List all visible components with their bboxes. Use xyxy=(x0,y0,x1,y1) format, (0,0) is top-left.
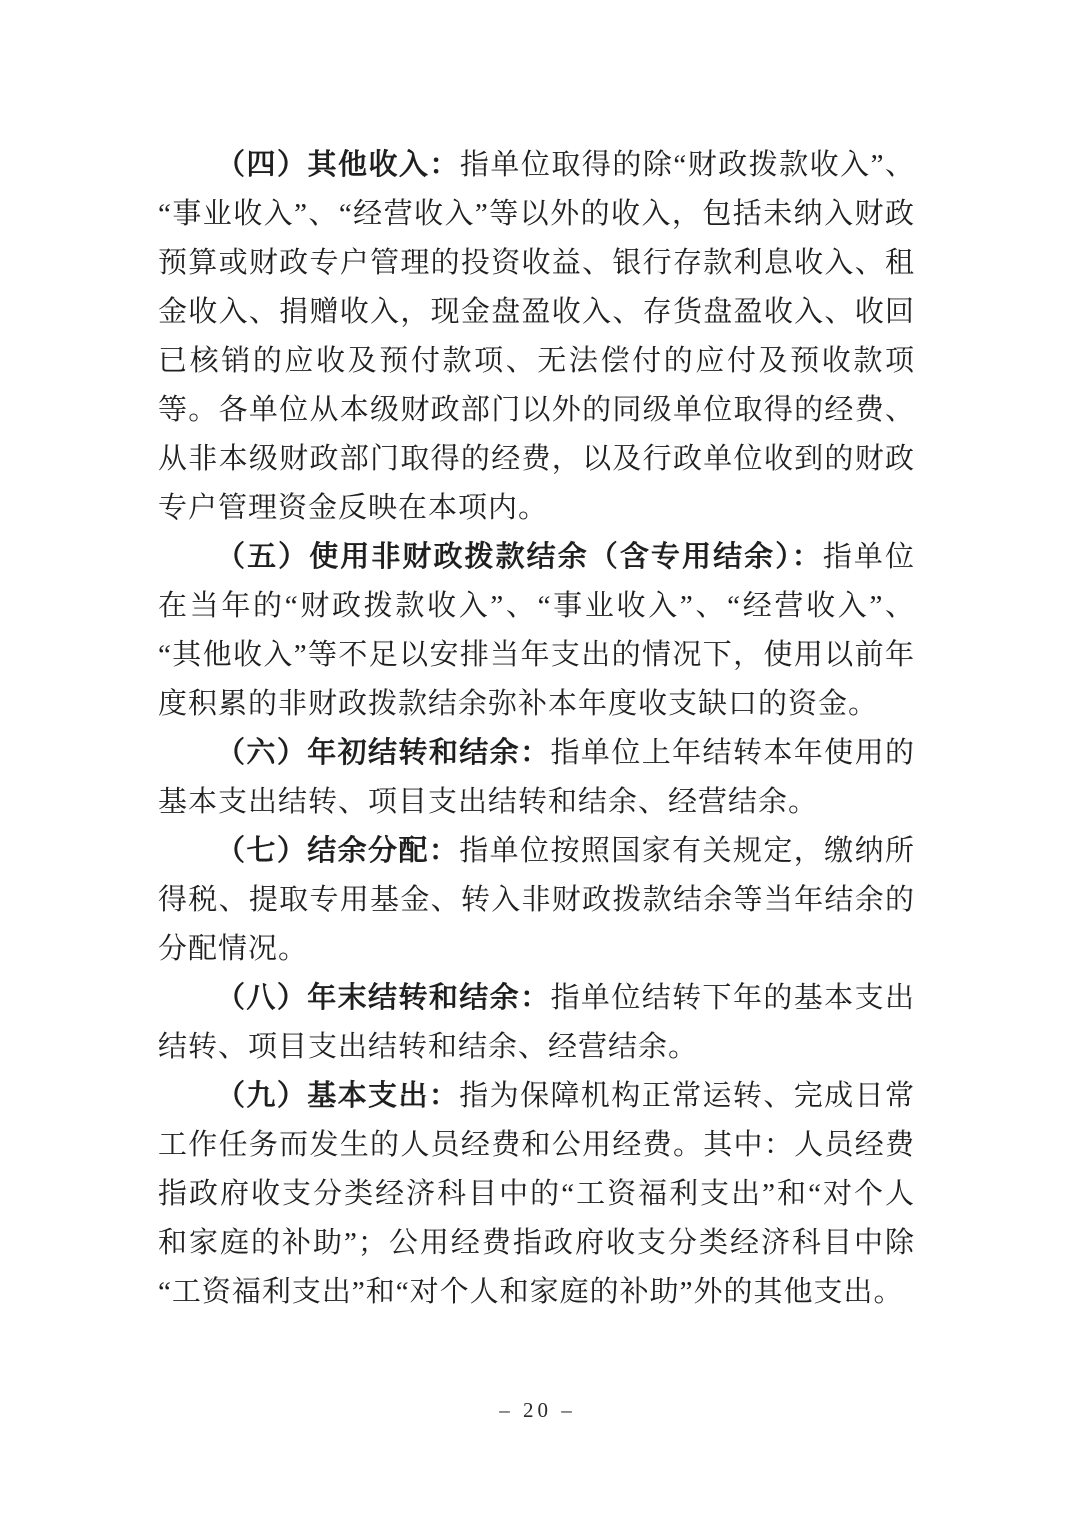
paragraph-surplus-distribution-heading: （七）结余分配： xyxy=(216,835,460,867)
page-number: – 20 – xyxy=(499,1398,576,1422)
paragraph-use-of-nonfiscal-carryover-heading: （五）使用非财政拨款结余（含专用结余）： xyxy=(216,541,823,573)
paragraph-other-income-text: 指单位取得的除“财政拨款收入”、“事业收入”、“经营收入”等以外的收入，包括未纳入财政预算或财政专户管理的投资收益、银行存款利息收入、租金收入、捐赠收入，现金盘盈收入、存货盘盈收入、收回已核销的应收及预付款项、无法偿付的应付及预收款项等。各单位从本级财政部门以外的同级单位取得的经费、从非本级财政部门取得的经费，以及行政单位收到的财政专户管理资金反映在本项内。 xyxy=(158,149,915,524)
paragraph-beginning-year-carryover-text: 指单位上年结转本年使用的基本支出结转、项目支出结转和结余、经营结余。 xyxy=(158,737,915,818)
document-body xyxy=(158,141,915,1317)
paragraph-beginning-year-carryover-heading: （六）年初结转和结余： xyxy=(216,737,551,769)
paragraph-basic-expenditure-heading: （九）基本支出： xyxy=(216,1080,460,1112)
paragraph-year-end-carryover-heading: （八）年末结转和结余： xyxy=(216,982,551,1014)
paragraph-year-end-carryover xyxy=(158,974,915,1072)
paragraph-use-of-nonfiscal-carryover xyxy=(158,533,915,729)
paragraph-use-of-nonfiscal-carryover-text: 指单位在当年的“财政拨款收入”、“事业收入”、“经营收入”、“其他收入”等不足以安排当年支出的情况下，使用以前年度积累的非财政拨款结余弥补本年度收支缺口的资金。 xyxy=(158,541,915,720)
paragraph-year-end-carryover-text: 指单位结转下年的基本支出结转、项目支出结转和结余、经营结余。 xyxy=(158,982,915,1063)
paragraph-other-income xyxy=(158,141,915,533)
paragraph-beginning-year-carryover xyxy=(158,729,915,827)
paragraph-surplus-distribution xyxy=(158,827,915,974)
paragraph-surplus-distribution-text: 指单位按照国家有关规定，缴纳所得税、提取专用基金、转入非财政拨款结余等当年结余的分配情况。 xyxy=(158,835,915,965)
paragraph-other-income-heading: （四）其他收入： xyxy=(216,149,460,181)
paragraph-basic-expenditure-text: 指为保障机构正常运转、完成日常工作任务而发生的人员经费和公用经费。其中：人员经费指政府收支分类经济科目中的“工资福利支出”和“对个人和家庭的补助”；公用经费指政府收支分类经济科目中除“工资福利支出”和“对个人和家庭的补助”外的其他支出。 xyxy=(158,1080,915,1308)
paragraph-basic-expenditure xyxy=(158,1072,915,1317)
